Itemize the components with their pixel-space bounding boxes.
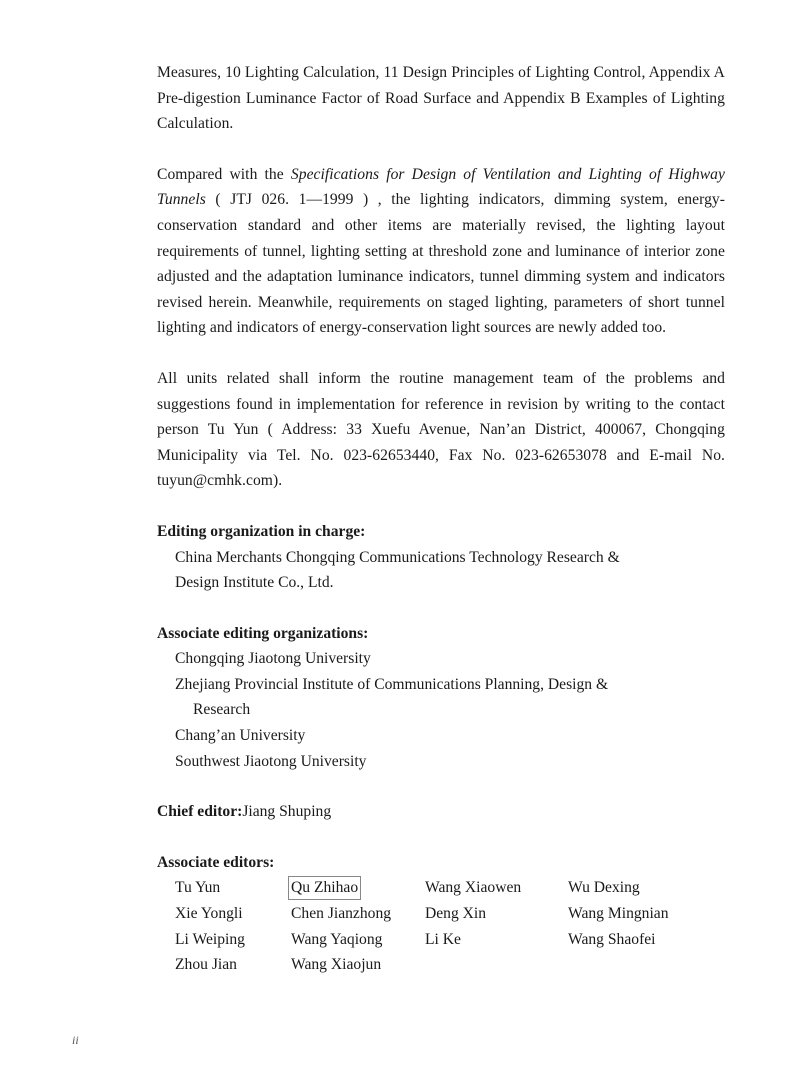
- chief-editor-section: [157, 799, 725, 825]
- chief-editor-label: Chief editor:: [157, 803, 243, 821]
- associate-organization-item: Chongqing Jiaotong University: [175, 650, 371, 668]
- editor-name: Wang Xiaojun: [291, 956, 382, 974]
- paragraph-body: ( JTJ 026. 1—1999 ) , the lighting indicators, dimming system, energy-conservation standard and other items are materially revised, the lighting layout requirements of tunnel, lighting setting at threshold zone and luminance of interior zone adjusted and the adaptation luminance indicators, tunnel dimming system and indicators revised herein. Meanwhile, requirements on staged lighting, parameters of short tunnel lighting and indicators of energy-conservation light sources are newly added too.: [157, 191, 725, 337]
- editing-organization-line: China Merchants Chongqing Communications Technology Research &: [175, 548, 620, 566]
- referenced-specification-title: Specifications for Design of Ventilation and Lighting of Highway Tunnels: [157, 165, 726, 209]
- associate-editors-heading: Associate editors:: [157, 853, 275, 871]
- associate-editors-section: [157, 850, 725, 978]
- editor-name: Tu Yun: [175, 879, 221, 897]
- editor-name: Xie Yongli: [175, 905, 243, 923]
- associate-organization-item: Chang’an University: [175, 727, 306, 745]
- paragraph-revision-summary: [157, 162, 725, 341]
- editor-name: Deng Xin: [425, 905, 487, 923]
- associate-organization-item: Zhejiang Provincial Institute of Communications Planning, Design &: [175, 675, 609, 693]
- associate-organization-item: Southwest Jiaotong University: [175, 752, 367, 770]
- page-number: ii: [72, 1033, 79, 1047]
- associate-organization-item-continued: Research: [193, 701, 251, 719]
- editing-organization-section: [157, 519, 725, 596]
- editor-name: Chen Jianzhong: [291, 905, 392, 923]
- editor-name: Wang Yaqiong: [291, 930, 383, 948]
- associate-editors-grid: [157, 875, 725, 977]
- associate-organizations-section: [157, 621, 725, 775]
- chief-editor-name: Jiang Shuping: [242, 803, 332, 821]
- paragraph-contact-info: All units related shall inform the routine management team of the problems and suggestions found in implementation for reference in revision by writing to the contact person Tu Yun ( Address: 33 Xuefu Avenue, Nan’an District, 400067, Chongqing Municipality via Tel. No. 023-62653440, Fax No. 023-62653078 and E-mail No. tuyun@cmhk.com).: [157, 369, 725, 490]
- editor-name: Wu Dexing: [568, 879, 640, 897]
- editor-name: Zhou Jian: [175, 956, 237, 974]
- paragraph-contents-summary: Measures, 10 Lighting Calculation, 11 Design Principles of Lighting Control, Appendix A Pre-digestion Luminance Factor of Road Surface and Appendix B Examples of Lighting Calculation.: [157, 64, 725, 133]
- document-page: [157, 60, 725, 978]
- editor-name: Wang Mingnian: [568, 905, 669, 923]
- editor-name: Li Weiping: [175, 930, 245, 948]
- editing-organization-heading: Editing organization in charge:: [157, 522, 366, 540]
- editor-name: Wang Shaofei: [568, 930, 656, 948]
- chief-editor-line: [157, 799, 725, 825]
- associate-organizations-heading: Associate editing organizations:: [157, 624, 369, 642]
- editor-name: Wang Xiaowen: [425, 879, 522, 897]
- editor-name-highlighted[interactable]: Qu Zhihao: [288, 876, 361, 900]
- editor-name: Li Ke: [425, 930, 461, 948]
- paragraph-lead: Compared with the: [157, 165, 291, 183]
- editing-organization-line: Design Institute Co., Ltd.: [175, 574, 334, 592]
